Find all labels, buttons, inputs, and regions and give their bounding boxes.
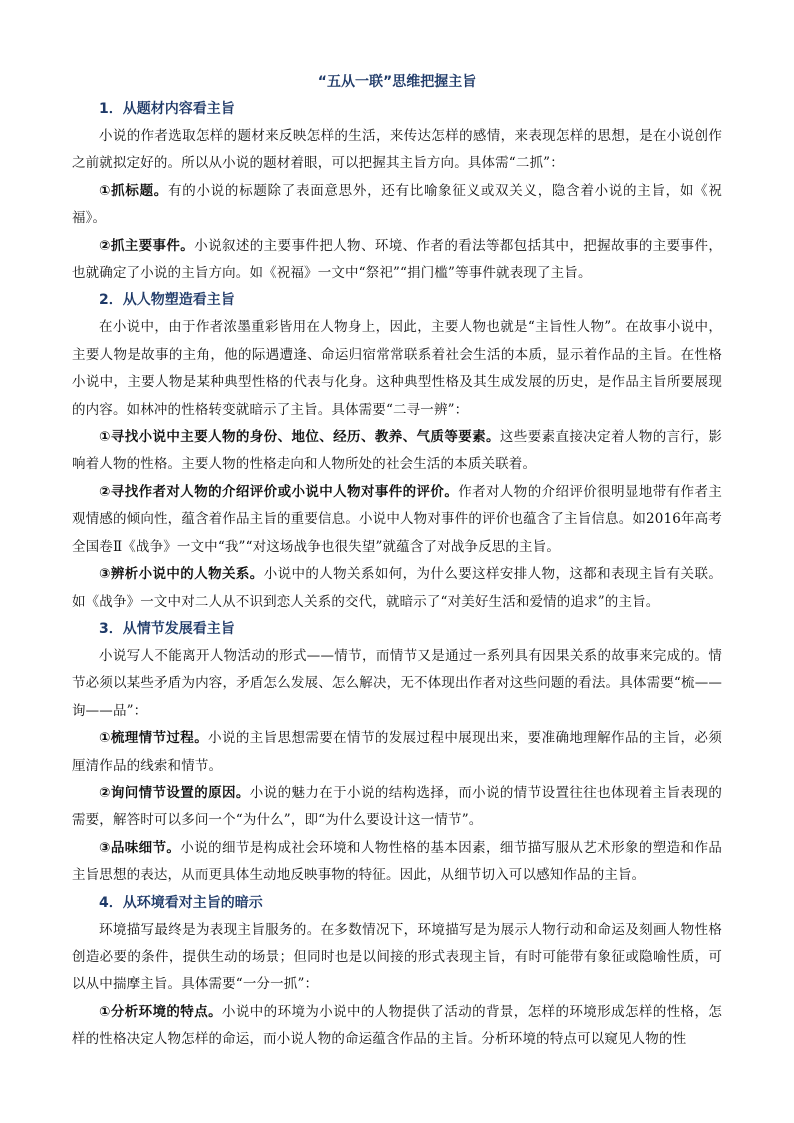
- paragraph-lead: ①梳理情节过程。: [99, 730, 209, 747]
- paragraph: [72, 479, 722, 561]
- paragraph-text: 作者对人物的介绍评价很明显地带有作者主观情感的倾向性，蕴含着作品主旨的重要信息。小说中人物对事件的评价也蕴含了主旨信息。如2016年高考全国卷Ⅱ《战争》一文中“我”“对这场战争也很失望”就蕴含了对战争反思的主旨。: [72, 483, 722, 555]
- paragraph-text: 小说叙述的主要事件把人物、环境、作者的看法等都包括其中，把握故事的主要事件，也就确定了小说的主旨方向。如《祝福》一文中“祭祀”“捐门槛”等事件就表现了主旨。: [72, 237, 722, 282]
- paragraph-text: 小说写人不能离开人物活动的形式——情节，而情节又是通过一系列具有因果关系的故事来完成的。情节必须以某些矛盾为内容，矛盾怎么发展、怎么解决，无不体现出作者对这些问题的看法。具体需要“梳——询——品”：: [72, 647, 722, 719]
- paragraph-lead: ③辨析小说中的人物关系。: [99, 566, 264, 583]
- paragraph: [72, 917, 722, 999]
- paragraph: [72, 314, 722, 424]
- paragraph-lead: ①分析环境的特点。: [99, 1003, 222, 1020]
- paragraph: [72, 643, 722, 725]
- paragraph-text: 小说中的人物关系如何，为什么要这样安排人物，这都和表现主旨有关联。如《战争》一文中对二人从不识到恋人关系的交代，就暗示了“对美好生活和爱情的追求”的主旨。: [72, 566, 723, 610]
- paragraph: [72, 725, 722, 780]
- paragraph-text: 小说的魅力在于小说的结构选择，而小说的情节设置往往也体现着主旨表现的需要，解答时可以多问一个“为什么”，即“为什么要设计这一情节”。: [72, 784, 722, 829]
- section-heading: 2．从人物塑造看主旨: [99, 292, 235, 309]
- paragraph: [72, 123, 722, 178]
- paragraph-lead: ②寻找作者对人物的介绍评价或小说中人物对事件的评价。: [99, 483, 459, 500]
- paragraph: [72, 178, 722, 233]
- paragraph: [72, 424, 722, 479]
- paragraph-text: 在小说中，由于作者浓墨重彩皆用在人物身上，因此，主要人物也就是“主旨性人物”。在故事小说中，主要人物是故事的主角，他的际遇遭逢、命运归宿常常联系着社会生活的本质，显示着作品的主旨。在性格小说中，主要人物是某种典型性格的代表与化身。这种典型性格及其生成发展的历史，是作品主旨所要展现的内容。如林冲的性格转变就暗示了主旨。具体需要“二寻一辨”：: [72, 319, 722, 418]
- document-title: “五从一联”思维把握主旨: [317, 74, 477, 90]
- paragraph: [72, 835, 722, 890]
- section-heading: 1．从题材内容看主旨: [99, 101, 235, 117]
- paragraph: [72, 999, 722, 1054]
- paragraph-text: 小说中的环境为小说中的人物提供了活动的背景，怎样的环境形成怎样的性格，怎样的性格决定人物怎样的命运，而小说人物的命运蕴含作品的主旨。分析环境的特点可以窥见人物的性: [72, 1003, 722, 1048]
- paragraph-lead: ①寻找小说中主要人物的身份、地位、经历、教养、气质等要素。: [99, 429, 500, 446]
- paragraph-lead: ②询问情节设置的原因。: [99, 784, 250, 801]
- paragraph-text: 这些要素直接决定着人物的言行，影响着人物的性格。主要人物的性格走向和人物所处的社会生活的本质关联着。: [72, 429, 722, 473]
- paragraph-text: 小说的作者选取怎样的题材来反映怎样的生活，来传达怎样的感情，来表现怎样的思想，是在小说创作之前就拟定好的。所以从小说的题材着眼，可以把握其主旨方向。具体需“二抓”：: [72, 128, 722, 172]
- section-heading: 4．从环境看对主旨的暗示: [99, 894, 263, 911]
- paragraph-lead: ③品味细节。: [99, 839, 181, 856]
- paragraph: [72, 780, 722, 835]
- paragraph-text: 环境描写最终是为表现主旨服务的。在多数情况下，环境描写是为展示人物行动和命运及刻画人物性格创造必要的条件，提供生动的场景；但同时也是以间接的形式表现主旨，有时可能带有象征或隐喻性质，可以从中揣摩主旨。具体需要“一分一抓”：: [72, 921, 722, 993]
- paragraph: [72, 561, 722, 616]
- section-heading: 3．从情节发展看主旨: [99, 620, 235, 637]
- paragraph-text: 有的小说的标题除了表面意思外，还有比喻象征义或双关义，隐含着小说的主旨，如《祝福》。: [72, 182, 722, 227]
- paragraph-lead: ①抓标题。: [99, 182, 169, 199]
- paragraph: [72, 233, 722, 288]
- document-page: [72, 68, 722, 1054]
- paragraph-text: 小说的细节是构成社会环境和人物性格的基本因素，细节描写服从艺术形象的塑造和作品主旨思想的表达，从而更具体生动地反映事物的特征。因此，从细节切入可以感知作品的主旨。: [72, 839, 722, 884]
- paragraph-lead: ②抓主要事件。: [99, 237, 195, 254]
- paragraph-text: 小说的主旨思想需要在情节的发展过程中展现出来，要准确地理解作品的主旨，必须厘清作品的线索和情节。: [72, 730, 722, 774]
